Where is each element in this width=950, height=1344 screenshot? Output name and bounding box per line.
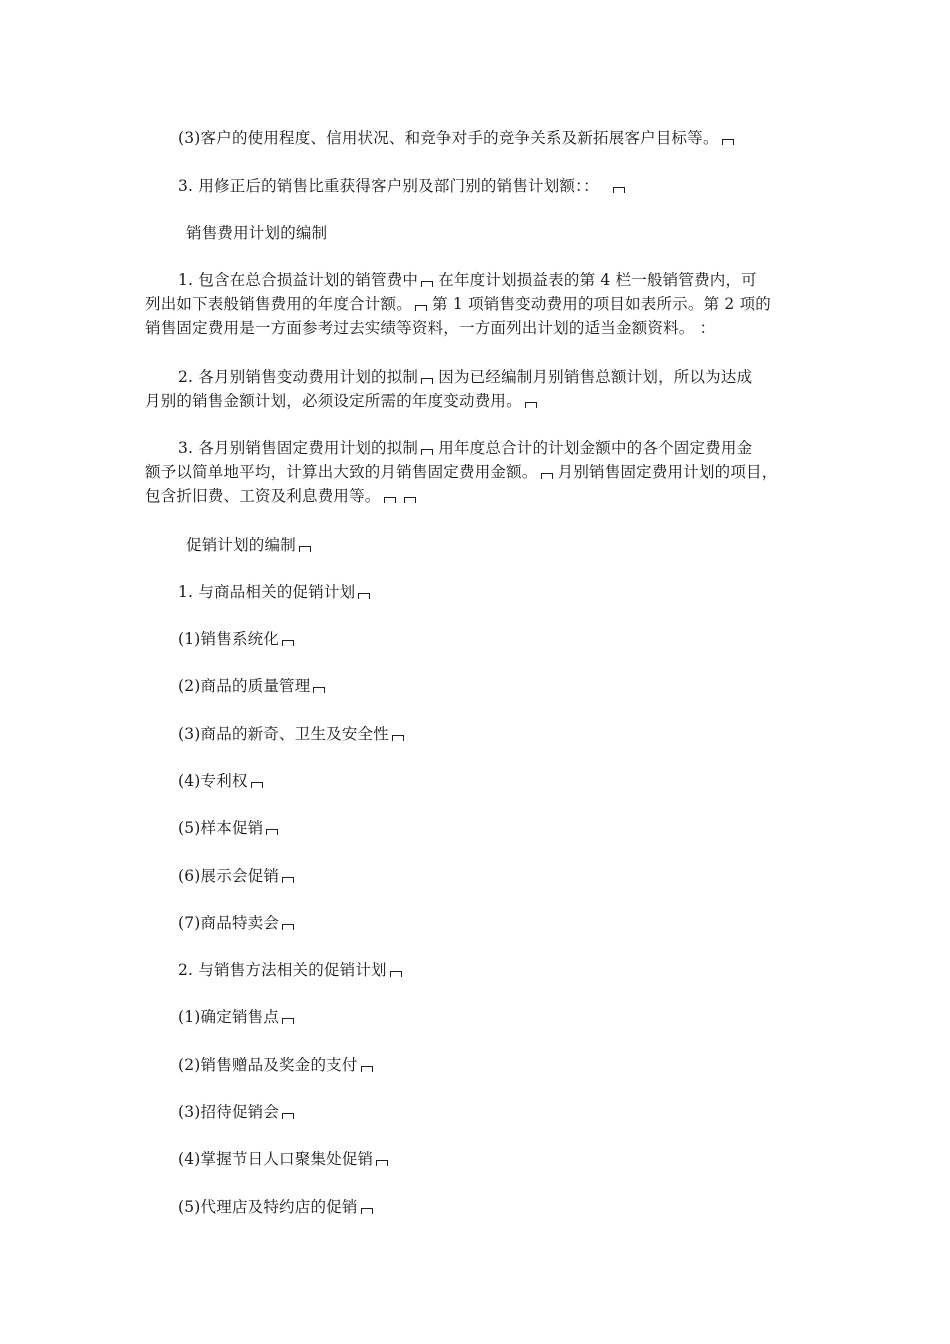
paragraph-mark-icon: [392, 735, 404, 741]
text-line: 额予以简单地平均，计算出大致的月销售固定费用金额。 月别销售固定费用计划的项目，: [145, 463, 778, 481]
paragraph-mark-icon: [361, 1066, 373, 1072]
paragraph-mark-icon: [541, 473, 553, 479]
text-line: 3. 用修正后的销售比重获得客户别及部门别的销售计划额：：: [178, 174, 625, 198]
paragraph-mark-icon: [421, 449, 433, 455]
paragraph-mark-icon: [384, 497, 396, 503]
list-item: (4)专利权: [178, 769, 263, 793]
text-line: 2. 各月别销售变动费用计划的拟制 因为已经编制月别销售总额计划，所以为达成: [178, 368, 753, 386]
paragraph-mark-icon: [421, 281, 433, 287]
text-line: 3. 各月别销售固定费用计划的拟制 用年度总合计的计划金额中的各个固定费用金: [178, 439, 753, 457]
list-item: (2)商品的质量管理: [178, 674, 325, 698]
text-line: 列出如下表般销售费用的年度合计额。 第 1 项销售变动费用的项目如表所示。第 2 项的: [145, 295, 771, 313]
text-line: 销售固定费用是一方面参考过去实绩等资料，一方面列出计划的适当金额资料。 ：: [145, 319, 716, 337]
paragraph-mark-icon: [390, 971, 402, 977]
paragraph-mark-icon: [421, 378, 433, 384]
paragraph-mark-icon: [722, 139, 734, 145]
paragraph-mark-icon: [299, 546, 311, 552]
list-item: 1. 与商品相关的促销计划: [178, 580, 370, 604]
paragraph-mark-icon: [376, 1160, 388, 1166]
paragraph-mark-icon: [282, 924, 294, 930]
paragraph-mark-icon: [313, 687, 325, 693]
section-heading: 促销计划的编制: [186, 533, 311, 557]
text-line: 包含折旧费、工资及利息费用等。: [145, 484, 416, 508]
list-item: (1)销售系统化: [178, 627, 294, 651]
paragraph-mark-icon: [266, 829, 278, 835]
list-item: (3)招待促销会: [178, 1100, 294, 1124]
paragraph-mark-icon: [358, 593, 370, 599]
text-line: 1. 包含在总合损益计划的销管费中 在年度计划损益表的第 4 栏一般销管费内，可: [178, 271, 757, 289]
paragraph-mark-icon: [525, 402, 537, 408]
paragraph-mark-icon: [415, 305, 427, 311]
list-item: (1)确定销售点: [178, 1005, 294, 1029]
list-item: (4)掌握节日人口聚集处促销: [178, 1147, 388, 1171]
paragraph-mark-icon: [251, 782, 263, 788]
list-item: (5)样本促销: [178, 816, 278, 840]
text-line: 月别的销售金额计划，必须设定所需的年度变动费用。: [145, 389, 537, 413]
list-item: (6)展示会促销: [178, 864, 294, 888]
paragraph-mark-icon: [613, 187, 625, 193]
section-heading: 销售费用计划的编制: [186, 224, 328, 242]
paragraph-mark-icon: [282, 877, 294, 883]
list-item: (2)销售赠品及奖金的支付: [178, 1053, 373, 1077]
paragraph-mark-icon: [282, 1113, 294, 1119]
text-line: (3)客户的使用程度、信用状况、和竞争对手的竞争关系及新拓展客户目标等。: [178, 126, 734, 150]
paragraph-mark-icon: [404, 497, 416, 503]
paragraph-mark-icon: [282, 1018, 294, 1024]
list-item: 2. 与销售方法相关的促销计划: [178, 958, 402, 982]
list-item: (7)商品特卖会: [178, 911, 294, 935]
list-item: (3)商品的新奇、卫生及安全性: [178, 722, 404, 746]
paragraph-mark-icon: [361, 1208, 373, 1214]
paragraph-mark-icon: [282, 640, 294, 646]
list-item: (5)代理店及特约店的促销: [178, 1195, 373, 1219]
